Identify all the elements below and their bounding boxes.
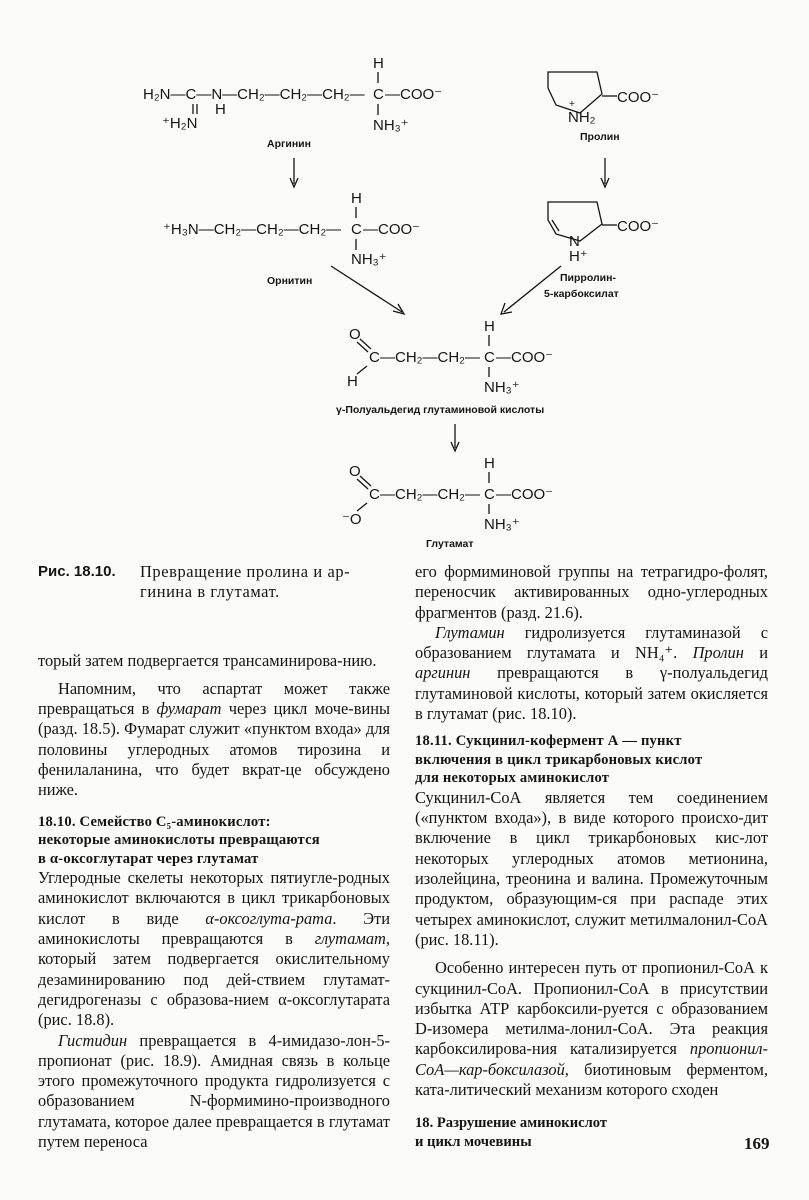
pyrroline-structure: [544, 202, 659, 300]
arrow-semialdehyde-glutamate: [451, 424, 459, 451]
running-footer-title: 18. Разрушение аминокислот и цикл мочевины: [415, 1115, 608, 1150]
paragraph: Гистидин превращается в 4-имидазо-лон-5-пропионат (рис. 18.9). Амидная связь в кольце этого промежуточного продукта гидролизуется с образованием N-формимино-производного глутамата, которое далее превращается в глутамат путем переноса: [38, 1030, 390, 1152]
proline-ring: [548, 72, 602, 113]
caption-text: [140, 562, 350, 603]
pyrroline-label-2: 5-карбоксилат: [544, 288, 619, 300]
glutamate-chain: —CH₂—CH₂—: [380, 486, 480, 503]
paragraph: его формиминовой группы на тетрагидро-фолят, переносчик активированных одно-углеродных фрагментов (разд. 21.6).: [415, 562, 768, 622]
caption-line-2: гинина в глутамат.: [140, 582, 280, 602]
arginine-label: Аргинин: [267, 138, 311, 150]
pyrroline-n: N: [569, 233, 580, 250]
pyrroline-label-1: Пирролин-: [560, 272, 616, 284]
arginine-h-top: H: [373, 55, 384, 72]
arginine-nh-h: H: [215, 101, 226, 118]
semialdehyde-o: O: [349, 326, 361, 343]
ornithine-coo: —COO⁻: [363, 221, 421, 238]
semialdehyde-c: C: [369, 349, 380, 366]
ornithine-alpha-c: C: [351, 221, 362, 238]
arginine-coo: —COO⁻: [385, 86, 443, 103]
caption-line-1: Превращение пролина и ар-: [140, 562, 351, 581]
glutamate-structure: [342, 455, 553, 550]
right-column: [415, 562, 768, 1100]
left-column: [38, 562, 390, 1152]
arrow-proline-pyrroline: [601, 158, 609, 187]
reaction-figure: [0, 0, 809, 560]
arginine-nh3: NH₃⁺: [373, 117, 409, 134]
glutamate-o-minus: ⁻O: [342, 511, 362, 528]
pyrroline-hplus: H⁺: [569, 248, 588, 265]
glutamate-alpha-c: C: [484, 486, 495, 503]
semialdehyde-h-top: H: [484, 318, 495, 335]
proline-structure: [548, 72, 659, 143]
semialdehyde-nh3: NH₃⁺: [484, 379, 520, 396]
semialdehyde-label: γ-Полуальдегид глутаминовой кислоты: [336, 404, 545, 416]
paragraph: Напомним, что аспартат может также превращаться в фумарат через цикл моче-вины (разд. 18.5). Фумарат служит «пунктом входа» для половины углеродных атомов тирозина и фенилаланина, что будет вкрат-це обсуждено ниже.: [38, 678, 390, 800]
glutamate-h-top: H: [484, 455, 495, 472]
ornithine-h-top: H: [351, 190, 362, 207]
reaction-scheme: [0, 0, 809, 560]
arrow-arginine-ornithine: [290, 158, 298, 187]
arginine-imine: ⁺H₂N: [162, 115, 198, 132]
ornithine-label: Орнитин: [267, 275, 313, 287]
ornithine-nh3: NH₃⁺: [351, 251, 387, 268]
semialdehyde-coo: —COO⁻: [496, 349, 554, 366]
double-bond: [357, 479, 368, 489]
semialdehyde-h-left: H: [347, 373, 358, 390]
section-heading-18-10: 18.10. Семейство C₅-аминокислот: некоторые аминокислоты превращаются в α-оксоглутарат через глутамат: [38, 813, 320, 867]
glutamate-o: O: [349, 463, 361, 480]
double-bond: [360, 339, 371, 349]
arrow-ornithine-semialdehyde: [331, 266, 404, 314]
semialdehyde-alpha-c: C: [484, 349, 495, 366]
paragraph: торый затем подвергается трансаминирова-нию.: [38, 650, 377, 670]
proline-coo: COO⁻: [617, 89, 660, 106]
bond: [357, 503, 367, 511]
glutamate-coo: —COO⁻: [496, 486, 554, 503]
proline-nh2: NH₂: [568, 109, 596, 126]
double-bond: [357, 342, 368, 352]
ornithine-structure: [163, 190, 420, 287]
paragraph: Глутамин гидролизуется глутаминазой с образованием глутамата и NH₄⁺. Пролин и аргинин превращаются в γ-полуальдегид глутаминовой кислоты, который затем окисляется в глутамат (рис. 18.10).: [415, 622, 768, 724]
page-number: 169: [744, 1134, 770, 1153]
arginine-chain: H₂N—C—N—CH₂—CH₂—CH₂—: [143, 86, 365, 103]
semialdehyde-structure: [336, 318, 553, 416]
arginine-alpha-c: C: [373, 86, 384, 103]
glutamate-label: Глутамат: [426, 538, 474, 550]
ornithine-chain: ⁺H₃N—CH₂—CH₂—CH₂—: [163, 221, 342, 238]
glutamate-c: C: [369, 486, 380, 503]
proline-plus: +: [569, 99, 575, 110]
double-bond: [360, 476, 371, 486]
paragraph: Углеродные скелеты некоторых пятиугле-родных аминокислот включаются в цикл трикарбоновых кислот в виде α-оксоглута-рата. Эти аминокислоты превращаются в глутамат, который затем подвергается окислительному дезаминированию под дей-ствием глутамат-дегидрогеназы с образова-нием α-оксоглутарата (рис. 18.8).: [38, 868, 390, 1030]
paragraph: Сукцинил-СоА является тем соединением («пунктом входа»), в виде которого происхо-дит включение в цикл трикарбоновых кис-лот некоторых углеродных атомов метионина, изолейцина, треонина и валина. Промежуточным продуктом, образующим-ся при распаде этих четырех аминокислот, служит метилмалонил-СоА (рис. 18.11).: [415, 787, 768, 949]
bond: [357, 366, 367, 374]
section-heading-18-11: 18.11. Сукцинил-кофермент А — пункт включения в цикл трикарбоновых кислот для некоторых аминокислот: [415, 733, 703, 787]
proline-label: Пролин: [580, 131, 620, 143]
glutamate-nh3: NH₃⁺: [484, 516, 520, 533]
semialdehyde-chain: —CH₂—CH₂—: [380, 349, 480, 366]
paragraph: Особенно интересен путь от пропионил-СоА к сукцинил-СоА. Пропионил-СоА в присутствии избытка АТР карбоксили-руется с образованием D-изомера метилма-лонил-СоА. Эта реакция карбоксилирова-ния катализируется пропионил-СоА—кар-боксилазой, биотиновым ферментом, ката-литический механизм которого сходен: [415, 958, 768, 1100]
arginine-structure: [143, 55, 442, 150]
figure-caption: [38, 562, 390, 603]
pyrroline-coo: COO⁻: [617, 218, 660, 235]
caption-label: Рис. 18.10.: [38, 563, 116, 580]
